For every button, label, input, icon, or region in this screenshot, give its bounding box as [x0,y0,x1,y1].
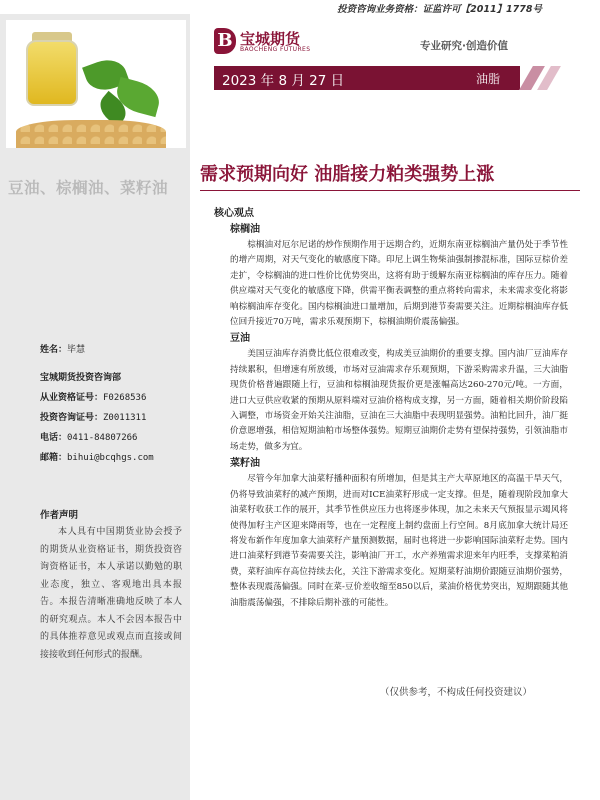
cover-photo [6,20,186,148]
name-label: 姓名： [40,345,68,355]
headline-divider [200,190,580,191]
email-label: 邮箱： [40,453,68,463]
section-text-soybean-oil: 美国豆油库存消费比低位很难改变，构成美豆油期价的重要支撑。国内油厂豆油库存持续累积，但增速有所放缓，市场对豆油需求存乐观预期，下游采购需求升温，三大油脂现货价格普遍跟随上行，豆油和棕榈油现货报价更是涨幅高达260-270元/吨。一方面，进口大豆供应收紧的预期从原料端对豆油价格构成支撑，另一方面，随着相关期价阶段陷入调整，市场资金开始关注油脂，豆油在三大油脂中表现明显强势。油粕比回升，油厂挺价意愿增强，相信短期油粕市场整体强势。短期豆油期价走势有望保持强势，引领油脂市场走势，做多为宜。 [230,349,568,452]
report-date: 2023 年 8 月 27 日 [222,73,345,89]
section-text-rapeseed-oil: 尽管今年加拿大油菜籽播种面积有所增加，但是其主产大草原地区的高温干旱天气，仍将导致油菜籽的减产预期，进而对ICE油菜籽形成一定支撑。但是，随着现阶段加拿大油菜籽收获工作的展开，其季节性供应压力也将逐步体现，加之未来天气预报显示竭风将使得加籽主产区迎来降雨等，也在一定程度上制约盘面上行空间。8月底加拿大统计局还将发布新作年度加拿大油菜籽产量预测数据，届时也将进一步影响国际油菜籽走势。国内进口油菜籽到港节奏需要关注，影响油厂开工，水产养殖需求迎来年内旺季，支撑菜粕消费，菜籽油库存高位持续去化，关注下游需求变化。短期菜籽油期价跟随豆油期价强势，整体表现震荡偏强。同时在菜-豆价差收缩至850以后，菜油价格优势突出，短期跟随其他油脂震荡偏强，不排除后期补涨的可能性。 [230,474,568,608]
author-statement-title: 作者声明 [40,510,79,521]
logo-mark-icon: B [214,28,236,54]
logo-en-text: BAOCHENG FUTURES [240,46,311,53]
section-title-palm-oil: 棕榈油 [230,224,260,235]
sidebar [0,14,190,800]
disclaimer: （仅供参考，不构成任何投资建议） [380,687,533,698]
phone-label: 电话： [40,433,68,443]
consult-label: 投资咨询证号： [40,413,104,423]
author-statement-text: 本人具有中国期货业协会授予的期货从业资格证书，期货投资咨询资格证书，本人承诺以勤勉的职业态度，独立、客观地出具本报告。本报告清晰准确地反映了本人的研究观点。本人不会因本报告中的具体推荐意见或观点而直接或间接接收到任何形式的报酬。 [40,527,182,660]
phone-row [40,428,188,448]
date-bar [214,66,520,90]
logo-cn-text: 宝城期货 [240,30,301,48]
report-body [230,222,568,612]
company-logo [214,28,320,58]
analyst-name-row [40,340,188,360]
core-viewpoint-label: 核心观点 [214,208,254,219]
consult-row [40,408,188,428]
phone-number: 0411-84807266 [67,433,138,443]
section-title-soybean-oil: 豆油 [230,333,250,345]
report-headline: 需求预期向好 油脂接力粕类强势上涨 [200,164,495,185]
section-text-palm-oil: 棕榈油对厄尔尼诺的炒作预期作用于远期合约，近期东南亚棕榈油产量仍处于季节性的增产周期，对天气变化的敏感度下降。印尼上调生物柴油强制掺混标准，国际豆棕价差走扩，令棕榈油的进口性价比优势突出，这将有助于缓解东南亚棕榈油的库存压力。随着供应端对天气变化的敏感度下降，供需平衡表调整的重点将转向需求，未来需求变化将影响棕榈油库存变化。国内棕榈油进口量增加，后期到港节奏需要关注。近期棕榈油库存低位回升接近70万吨，需求乐观预期下，棕榈油期价震荡偏强。 [230,240,568,328]
email-row [40,448,188,468]
license-row [40,388,188,408]
section-title-rapeseed-oil: 菜籽油 [230,458,260,470]
analyst-name: 毕慧 [67,345,86,355]
license-number: F0268536 [103,393,147,403]
analyst-contact [40,340,188,468]
license-label: 从业资格证号： [40,393,104,403]
consult-number: Z0011311 [103,413,147,423]
slogan: 专业研究·创造价值 [420,40,508,52]
email-link[interactable]: bihui@bcqhgs.com [67,453,154,463]
license-banner-text: 投资咨询业务资格：证监许可【2011】1778号 [337,4,542,15]
company-name: 宝城期货投资咨询部 [40,373,122,383]
top-banner [0,0,600,14]
report-category: 油脂 [475,72,500,86]
oil-jar-icon [26,40,78,106]
soybeans-icon [16,120,166,148]
sidebar-title: 豆油、棕榈油、菜籽油 [8,179,169,197]
company-row [40,368,188,388]
